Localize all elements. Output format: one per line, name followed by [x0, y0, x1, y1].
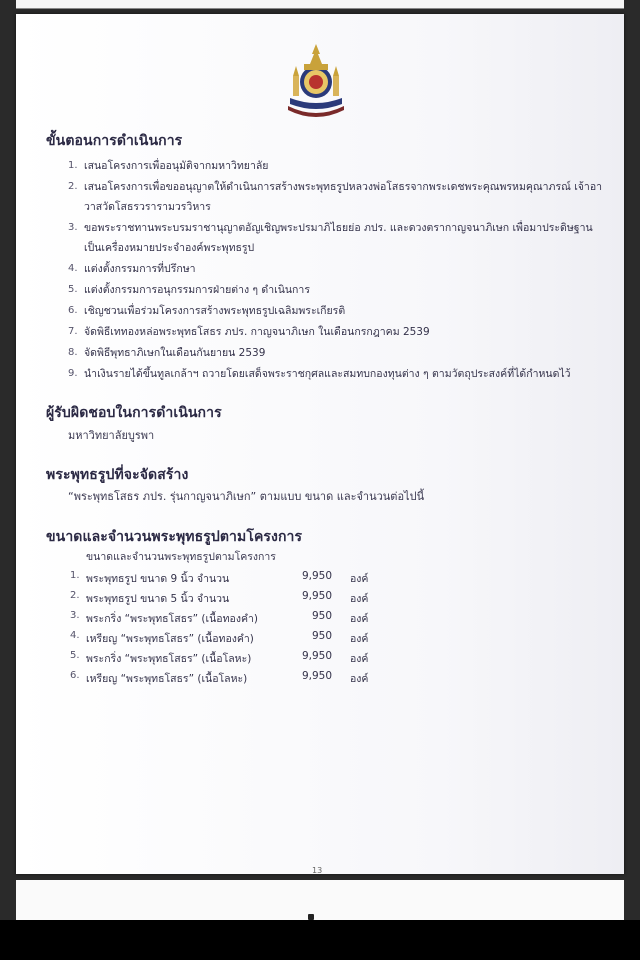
table-row: 4. เหรียญ “พระพุทธโสธร” (เนื้อทองคำ) 950 องค์ [70, 630, 369, 645]
list-item: 4. แต่งตั้งกรรมการที่ปรึกษา [68, 263, 196, 275]
list-item: 7. จัดพิธีเททองหล่อพระพุทธโสธร ภปร. กาญจนาภิเษก ในเดือนกรกฎาคม 2539 [68, 326, 430, 338]
table-row: 3. พระกริ่ง “พระพุทธโสธร” (เนื้อทองคำ) 950 องค์ [70, 610, 369, 625]
royal-emblem-icon [282, 42, 350, 122]
table-row: 1. พระพุทธรูป ขนาด 9 นิ้ว จำนวน 9,950 องค์ [70, 570, 369, 585]
list-item: 5. แต่งตั้งกรรมการอนุกรรมการฝ่ายต่าง ๆ ดำเนินการ [68, 284, 310, 296]
procedure-steps-list [54, 156, 609, 385]
previous-page-edge [16, 0, 624, 9]
next-page-edge [16, 880, 624, 920]
buddha-image-heading: พระพุทธรูปที่จะจัดสร้าง [46, 467, 189, 483]
responsible-text: มหาวิทยาลัยบูรพา [68, 429, 155, 442]
quantities-heading: ขนาดและจำนวนพระพุทธรูปตามโครงการ [46, 529, 303, 545]
procedure-heading: ขั้นตอนการดำเนินการ [46, 133, 183, 149]
quantities-caption: ขนาดและจำนวนพระพุทธรูปตามโครงการ [86, 551, 276, 563]
list-item: 8. จัดพิธีพุทธาภิเษกในเดือนกันยายน 2539 [68, 347, 266, 359]
table-row: 5. พระกริ่ง “พระพุทธโสธร” (เนื้อโลหะ) 9,950 องค์ [70, 650, 369, 665]
buddha-image-text: “พระพุทธโสธร ภปร. รุ่นกาญจนาภิเษก” ตามแบบ ขนาด และจำนวนต่อไปนี้ [68, 490, 425, 503]
list-item: 1. เสนอโครงการเพื่ออนุมัติจากมหาวิทยาลัย [68, 160, 269, 172]
document-page [16, 14, 624, 874]
list-item: 3. ขอพระราชทานพระบรมราชานุญาตอัญเชิญพระปรมาภิไธยย่อ ภปร. และดวงตรากาญจนาภิเษก เพื่อมาประดิษฐานเป็นเครื่องหมายประจำองค์พระพุทธรูป [68, 222, 593, 254]
page-number: 13 [312, 866, 323, 875]
bottom-bar [0, 920, 640, 960]
list-item: 6. เชิญชวนเพื่อร่วมโครงการสร้างพระพุทธรูปเฉลิมพระเกียรติ [68, 305, 346, 317]
table-row: 2. พระพุทธรูป ขนาด 5 นิ้ว จำนวน 9,950 องค์ [70, 590, 369, 605]
list-item: 9. นำเงินรายได้ขึ้นทูลเกล้าฯ ถวายโดยเสด็จพระราชกุศลและสมทบกองทุนต่าง ๆ ตามวัตถุประสงค์ที่ได้กำหนดไว้ [68, 368, 571, 380]
responsible-heading: ผู้รับผิดชอบในการดำเนินการ [46, 405, 222, 421]
table-row: 6. เหรียญ “พระพุทธโสธร” (เนื้อโลหะ) 9,950 องค์ [70, 670, 369, 685]
list-item: 2. เสนอโครงการเพื่อขออนุญาตให้ดำเนินการสร้างพระพุทธรูปหลวงพ่อโสธรจากพระเดชพระคุณพรหมคุณาภรณ์ เจ้าอาวาสวัดโสธรวรารามวรวิหาร [68, 181, 603, 213]
